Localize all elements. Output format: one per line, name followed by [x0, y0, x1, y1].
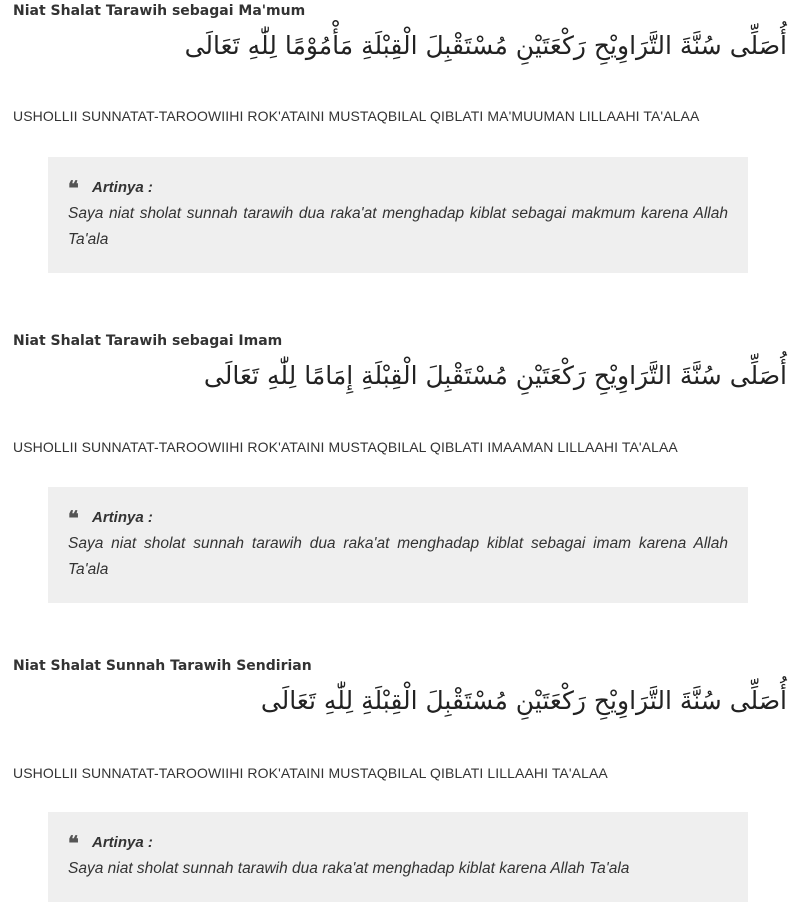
quote-icon: ❝ [68, 506, 79, 530]
meaning-blockquote [48, 487, 748, 603]
quote-icon: ❝ [68, 831, 79, 855]
arabic-niat-text: أُصَلِّى سُنَّةَ التَّرَاوِيْحِ رَكْعَتَيْنِ مُسْتَقْبِلَ الْقِبْلَةِ لِلّٰهِ تَعَالَى [260, 686, 787, 715]
meaning-label: Artinya : [92, 834, 153, 851]
meaning-label: Artinya : [92, 179, 153, 196]
meaning-header [68, 831, 728, 855]
quote-icon: ❝ [68, 176, 79, 200]
meaning-text: Saya niat sholat sunnah tarawih dua raka'at menghadap kiblat karena Allah Ta'ala [68, 860, 630, 877]
section-title: Niat Shalat Sunnah Tarawih Sendirian [13, 658, 312, 674]
meaning-text: Saya niat sholat sunnah tarawih dua raka'at menghadap kiblat sebagai imam karena Allah Ta'ala [68, 535, 728, 578]
meaning-blockquote [48, 812, 748, 902]
latin-transliteration: USHOLLII SUNNATAT-TAROOWIIHI ROK'ATAINI MUSTAQBILAL QIBLATI MA'MUUMAN LILLAAHI TA'ALAA [13, 108, 700, 124]
arabic-niat-text: أُصَلِّى سُنَّةَ التَّرَاوِيْحِ رَكْعَتَيْنِ مُسْتَقْبِلَ الْقِبْلَةِ إِمَامًا لِلّٰهِ تَعَالَى [203, 361, 787, 390]
latin-transliteration: USHOLLII SUNNATAT-TAROOWIIHI ROK'ATAINI MUSTAQBILAL QIBLATI LILLAAHI TA'ALAA [13, 765, 608, 781]
meaning-header [68, 506, 728, 530]
meaning-header [68, 176, 728, 200]
latin-transliteration: USHOLLII SUNNATAT-TAROOWIIHI ROK'ATAINI MUSTAQBILAL QIBLATI IMAAMAN LILLAAHI TA'ALAA [13, 439, 678, 455]
arabic-niat-text: أُصَلِّى سُنَّةَ التَّرَاوِيْحِ رَكْعَتَيْنِ مُسْتَقْبِلَ الْقِبْلَةِ مَأْمُوْمًا لِلّٰهِ تَعَالَى [184, 31, 787, 60]
meaning-text: Saya niat sholat sunnah tarawih dua raka'at menghadap kiblat sebagai makmum karena Allah Ta'ala [68, 205, 728, 248]
section-title: Niat Shalat Tarawih sebagai Ma'mum [13, 3, 306, 19]
meaning-blockquote [48, 157, 748, 273]
meaning-label: Artinya : [92, 509, 153, 526]
section-title: Niat Shalat Tarawih sebagai Imam [13, 333, 283, 349]
